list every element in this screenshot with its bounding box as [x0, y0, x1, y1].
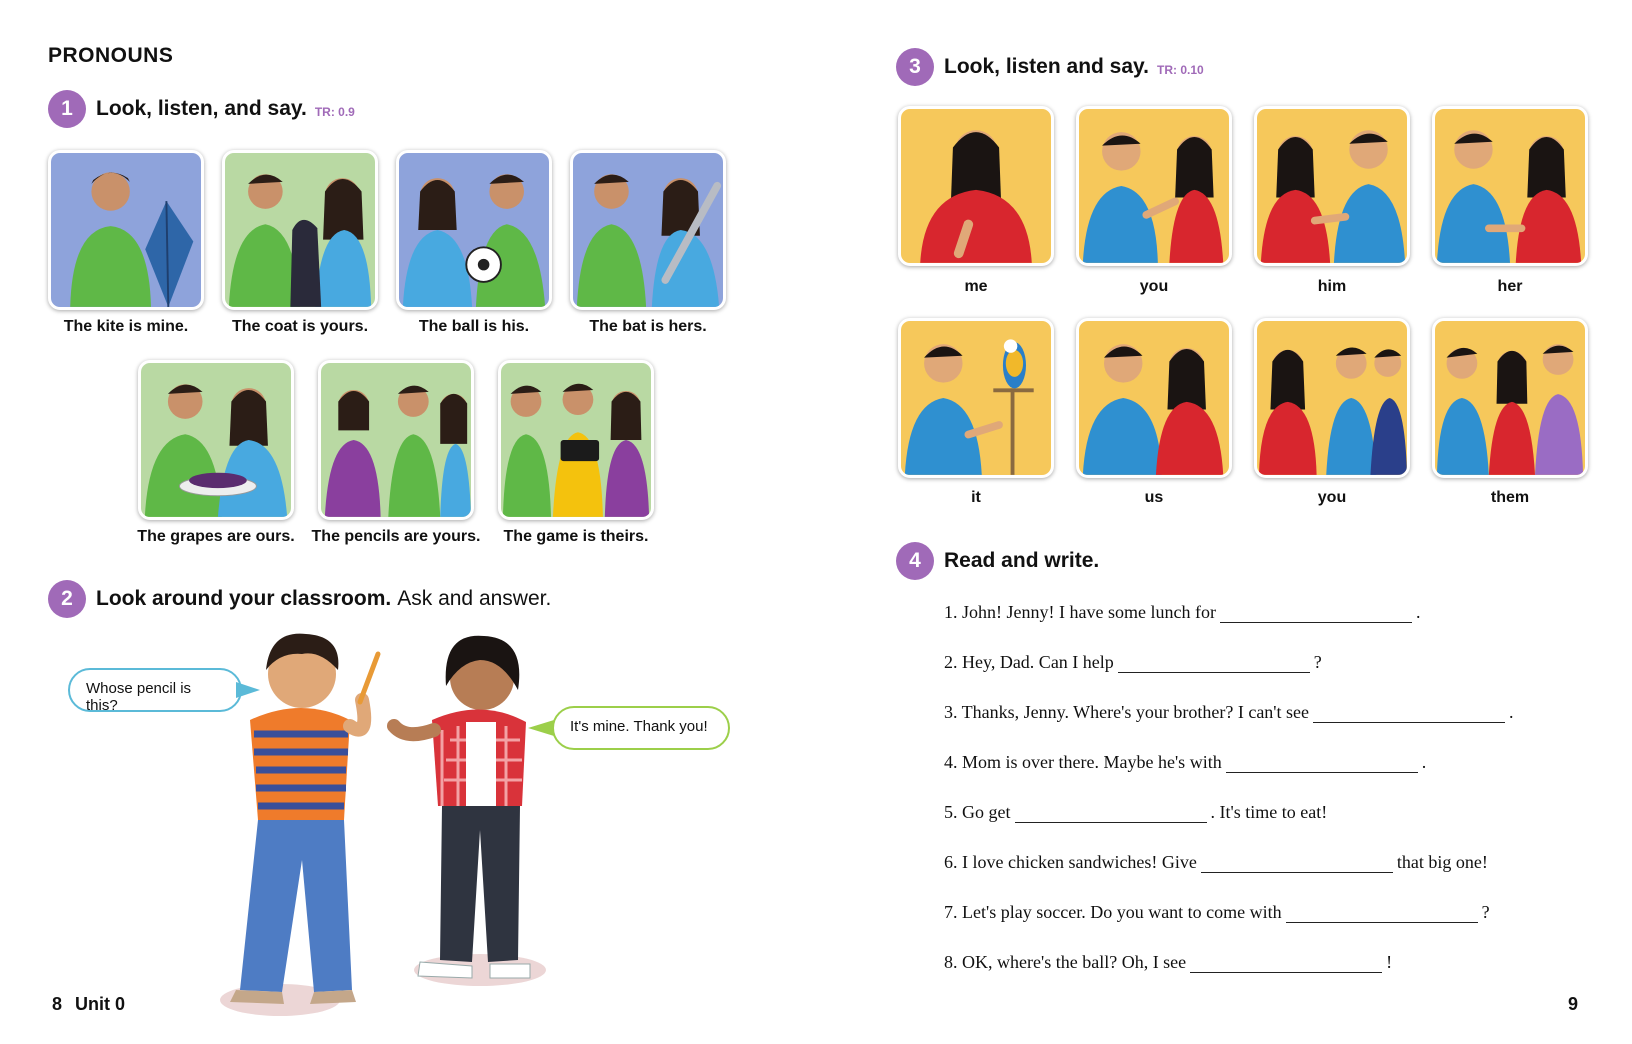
boy-pointing-girl-illustration	[1079, 109, 1229, 263]
caption-you-1: you	[1139, 278, 1169, 295]
activity-4-badge: 4	[896, 542, 934, 580]
caption-grapes: The grapes are ours.	[137, 528, 295, 545]
picture-bat	[570, 150, 726, 310]
caption-her: her	[1497, 278, 1523, 295]
speech-bubble-left-text: Whose pencil is this?	[86, 680, 192, 714]
activity-1-badge: 1	[48, 90, 86, 128]
answer-blank[interactable]	[1226, 757, 1418, 773]
picture-them	[1432, 318, 1588, 478]
girl-pointing-boy-illustration	[1257, 109, 1407, 263]
exercise-text: 3. Thanks, Jenny. Where's your brother? I can't see	[944, 702, 1310, 722]
answer-blank[interactable]	[1286, 907, 1478, 923]
boy-girl-grapes-illustration	[141, 363, 291, 517]
activity-4-header	[896, 542, 1099, 580]
exercise-text: .	[1509, 702, 1514, 722]
answer-blank[interactable]	[1190, 957, 1382, 973]
boy-girl-together-illustration	[1079, 321, 1229, 475]
exercise-item-2	[944, 652, 1322, 673]
boy-pointing-two-kids-illustration	[1435, 321, 1585, 475]
caption-ball: The ball is his.	[418, 318, 530, 335]
exercise-item-6	[944, 852, 1488, 873]
activity-1-track: TR: 0.9	[314, 105, 355, 119]
caption-kite: The kite is mine.	[63, 318, 189, 335]
exercise-text: ?	[1313, 652, 1322, 672]
picture-it	[898, 318, 1054, 478]
girl-pointing-self-illustration	[901, 109, 1051, 263]
activity-1-title: Look, listen, and say.	[96, 97, 307, 120]
exercise-item-3	[944, 702, 1514, 723]
exercise-item-1	[944, 602, 1420, 623]
activity-1-header	[48, 90, 355, 128]
girl-boy-ball-illustration	[399, 153, 549, 307]
footer-left	[52, 994, 125, 1015]
caption-us: us	[1144, 489, 1164, 506]
picture-game	[498, 360, 654, 520]
section-title: PRONOUNS	[48, 44, 174, 67]
activity-3-title: Look, listen and say.	[944, 55, 1149, 78]
exercise-text: 2. Hey, Dad. Can I help	[944, 652, 1114, 672]
activity-3-badge: 3	[896, 48, 934, 86]
exercise-text: 8. OK, where's the ball? Oh, I see	[944, 952, 1187, 972]
exercise-item-4	[944, 752, 1426, 773]
right-page	[816, 0, 1632, 1044]
speech-bubble-left	[68, 668, 242, 712]
picture-ball	[396, 150, 552, 310]
boy-girl-bat-illustration	[573, 153, 723, 307]
exercise-text: 7. Let's play soccer. Do you want to come with	[944, 902, 1282, 922]
girl-boy-girl-pencils-illustration	[321, 363, 471, 517]
boy-girl-coat-illustration	[225, 153, 375, 307]
exercise-text: .	[1415, 602, 1421, 622]
exercise-text: that big one!	[1396, 852, 1488, 872]
activity-2-badge: 2	[48, 580, 86, 618]
exercise-text: . It's time to eat!	[1210, 802, 1328, 822]
activity-3-track: TR: 0.10	[1157, 63, 1204, 77]
two-boys-illustration	[210, 630, 590, 1030]
picture-us	[1076, 318, 1232, 478]
caption-it: it	[971, 489, 981, 506]
caption-him: him	[1317, 278, 1347, 295]
answer-blank[interactable]	[1220, 607, 1412, 623]
girl-pointing-two-boys-illustration	[1257, 321, 1407, 475]
activity-2-header	[48, 580, 551, 618]
caption-pencils: The pencils are yours.	[311, 528, 481, 545]
answer-blank[interactable]	[1015, 807, 1207, 823]
picture-coat	[222, 150, 378, 310]
caption-game: The game is theirs.	[503, 528, 649, 545]
activity-2-subtitle: Ask and answer.	[397, 587, 552, 610]
caption-me: me	[964, 278, 988, 295]
three-kids-tablet-illustration	[501, 363, 651, 517]
caption-them: them	[1490, 489, 1530, 506]
exercise-text: ?	[1481, 902, 1490, 922]
picture-you-2	[1254, 318, 1410, 478]
speech-bubble-left-tail	[236, 682, 260, 698]
boy-pointing-girl-2-illustration	[1435, 109, 1585, 263]
exercise-item-5	[944, 802, 1327, 823]
picture-me	[898, 106, 1054, 266]
speech-bubble-right-tail	[528, 720, 554, 736]
page-number-right: 9	[1568, 994, 1579, 1014]
exercise-text: 6. I love chicken sandwiches! Give	[944, 852, 1197, 872]
unit-label: Unit 0	[75, 994, 126, 1014]
picture-her	[1432, 106, 1588, 266]
answer-blank[interactable]	[1118, 657, 1310, 673]
exercise-text: !	[1386, 952, 1393, 972]
exercise-text: .	[1421, 752, 1427, 772]
caption-coat: The coat is yours.	[231, 318, 369, 335]
activity-3-header	[896, 48, 1204, 86]
exercise-item-7	[944, 902, 1490, 923]
caption-you-2: you	[1317, 489, 1347, 506]
boy-pointing-parrot-illustration	[901, 321, 1051, 475]
exercise-text: 5. Go get	[944, 802, 1011, 822]
picture-pencils	[318, 360, 474, 520]
exercise-text: 4. Mom is over there. Maybe he's with	[944, 752, 1222, 772]
caption-bat: The bat is hers.	[589, 318, 707, 335]
picture-grapes	[138, 360, 294, 520]
picture-him	[1254, 106, 1410, 266]
picture-kite	[48, 150, 204, 310]
speech-bubble-right	[552, 706, 730, 750]
activity-4-title: Read and write.	[944, 549, 1100, 572]
exercise-item-8	[944, 952, 1392, 973]
boy-with-kite-illustration	[51, 153, 201, 307]
answer-blank[interactable]	[1201, 857, 1393, 873]
speech-bubble-right-text: It's mine. Thank you!	[570, 718, 708, 735]
exercise-text: 1. John! Jenny! I have some lunch for	[944, 602, 1216, 622]
answer-blank[interactable]	[1313, 707, 1505, 723]
activity-2-title: Look around your classroom.	[96, 587, 392, 610]
page-number-left: 8	[52, 994, 63, 1014]
picture-you-1	[1076, 106, 1232, 266]
